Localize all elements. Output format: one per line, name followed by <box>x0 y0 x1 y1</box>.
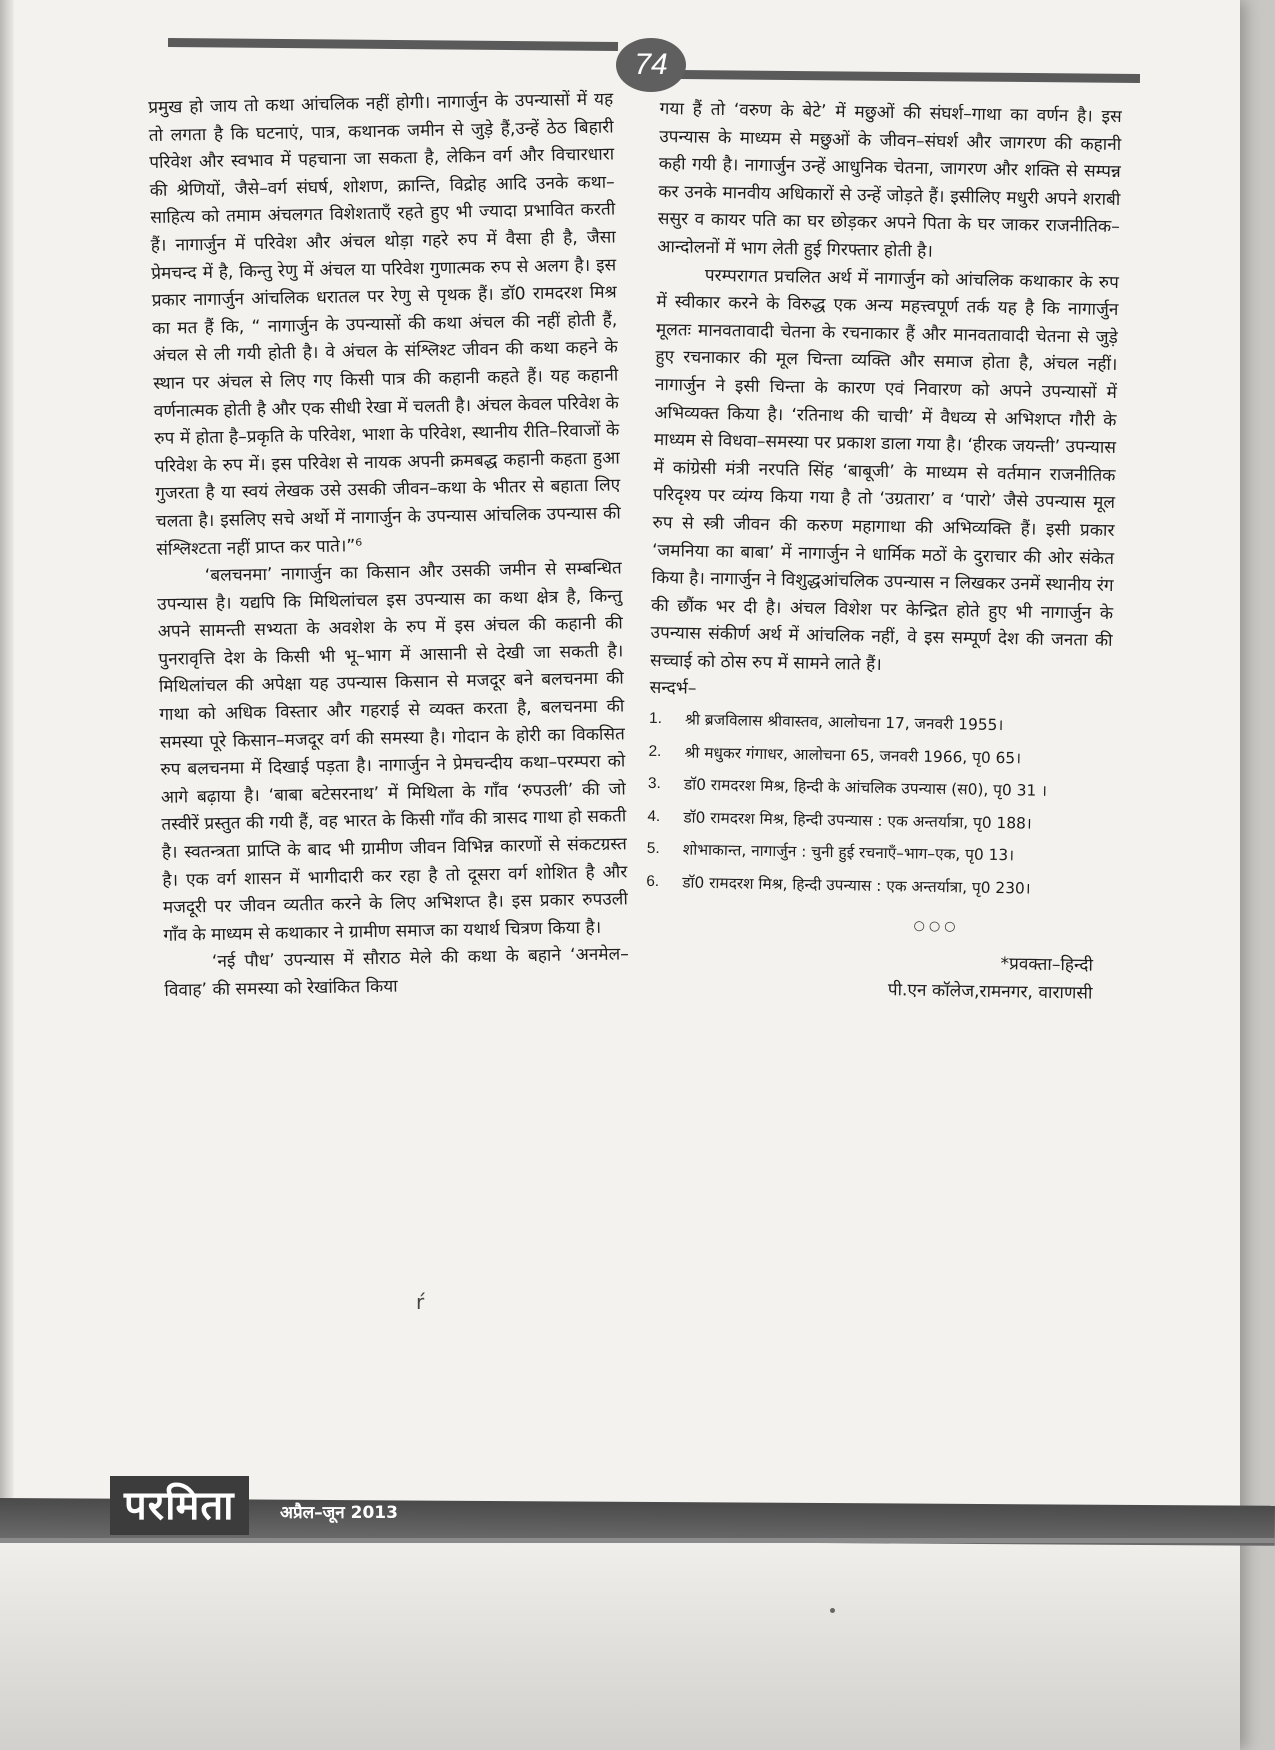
reference-text: डॉ0 रामदरश मिश्र, हिन्दी के आंचलिक उपन्यास (स0), पृ0 31 । <box>683 775 1048 800</box>
reference-text: श्री मधुकर गंगाधर, आलोचना 65, जनवरी 1966, पृ0 65। <box>684 743 1022 767</box>
paragraph: प्रमुख हो जाय तो कथा आंचलिक नहीं होगी। नागार्जुन के उपन्यासों में यह तो लगता है कि घटनाएं, पात्र, कथानक जमीन से जुड़े हैं,उन्हें ठेठ बिहारी परिवेश और स्वभाव में पहचाना जा सकता है, लेकिन वर्ग और विचारधारा की श्रेणियों, जैसे–वर्ग संघर्ष, शोशण, क्रान्ति, विद्रोह आदि उनके कथा–साहित्य को तमाम अंचलगत विशेशताएँ रहते हुए भी ज्यादा प्रभावित करती हैं। नागार्जुन में परिवेश और अंचल थोड़ा गहरे रुप में वैसा ही है, जैसा प्रेमचन्द में है, किन्तु रेणु में अंचल या परिवेश गुणात्मक रुप से अलग है। इस प्रकार नागार्जुन आंचलिक धरातल पर रेणु से पृथक हैं। डॉ0 रामदरश मिश्र का मत हैं कि, “ नागार्जुन के उपन्यासों की कथा अंचल की नहीं होती हैं, अंचल से ली गयी होती है। वे अंचल के संश्लिश्ट जीवन की कथा कहने के स्थान पर अंचल से लिए गए किसी पात्र की कहानी कहते हैं। यह कहानी वर्णनात्मक होती है और एक सीधी रेखा में चलती है। अंचल केवल परिवेश के रुप में होता है–प्रकृति के परिवेश, भाशा के परिवेश, स्थानीय रीति–रिवाजों के परिवेश के रुप में। इस परिवेश से नायक अपनी क्रमबद्ध कहानी कहता हुआ गुजरता है या स्वयं लेखक उसे उसकी जीवन–कथा के भीतर से बहाता लिए चलता है। इसलिए सचे अर्थो में नागार्जुन के उपन्यास आंचलिक उपन्यास की संश्लिश्टता नहीं प्राप्त कर पाते।”⁶ <box>148 89 621 560</box>
references-list <box>646 707 1111 902</box>
reference-item <box>647 804 1109 837</box>
reference-number: 1. <box>648 709 663 728</box>
page-edge-shadow <box>0 0 14 1750</box>
header-rule-left <box>168 38 618 51</box>
reference-text: श्री ब्रजविलास श्रीवास्तव, आलोचना 17, जनवरी 1955। <box>684 710 1004 735</box>
reference-number: 4. <box>647 807 661 825</box>
reference-text: डॉ0 रामदरश मिश्र, हिन्दी उपन्यास : एक अन्तर्यात्रा, पृ0 188। <box>683 808 1032 833</box>
reference-item <box>647 837 1109 870</box>
paragraph: ‘बलचनमा’ नागार्जुन का किसान और उसकी जमीन से सम्बन्धित उपन्यास है। यद्यपि कि मिथिलांचल इस उपन्यास का कथा क्षेत्र है, किन्तु अपने सामन्ती सभ्यता के अवशेश के रुप में इस अंचल की कहानी की पुनरावृत्ति देश के किसी भी भू–भाग में आसानी से देखी जा सकती है। मिथिलांचल की अपेक्षा यह उपन्यास किसान से मजदूर बने बलचनमा की गाथा को अधिक विस्तार और गहराई से व्यक्त करता है, बलचनमा की समस्या पूरे किसान–मजदूर वर्ग की समस्या है। गोदान के होरी का विकसित रुप बलचनमा में दिखाई पड़ता है। नागार्जुन ने प्रेमचन्दीय कथा–परम्परा को आगे बढ़ाया है। ‘बाबा बटेसरनाथ’ में मिथिला के गाँव ‘रुपउली’ की जो तस्वीरें प्रस्तुत की गयी हैं, वह भारत के किसी गाँव की त्रासद गाथा हो सकती है। स्वतन्त्रता प्राप्ति के बाद भी ग्रामीण जीवन विभिन्न कारणों से संकटग्रस्त है। एक वर्ग शासन में भागीदारी कर रहा है तो दूसरा वर्ग शोशित है और मजदूरी पर जीवन व्यतीत करने के लिए अभिशप्त है। इस प्रकार रुपउली गाँव के माध्यम से कथाकार ने ग्रामीण समाज का यथार्थ चित्रण किया है। <box>157 558 629 946</box>
page-number: 74 <box>616 38 686 92</box>
header-rule-right <box>680 70 1140 83</box>
reference-item <box>646 869 1108 902</box>
scan-dot <box>830 1608 835 1613</box>
left-column <box>148 86 630 1005</box>
paragraph: ‘नई पौध’ उपन्यास में सौराठ मेले की कथा के बहाने ‘अनमेल–विवाह’ की समस्या को रेखांकित किया <box>164 944 630 1001</box>
reference-number: 2. <box>648 742 662 760</box>
reference-item <box>649 707 1111 740</box>
scan-mark: ŕ <box>416 1290 425 1314</box>
author-designation: *प्रवक्ता–हिन्दी <box>1000 953 1094 976</box>
paragraph: परम्परागत प्रचलित अर्थ में नागार्जुन को आंचलिक कथाकार के रुप में स्वीकार करने के विरुद्ध एक अन्य महत्त्वपूर्ण तर्क यह है कि नागार्जुन मूलतः मानवतावादी चेतना के रचनाकार हैं और मानवतावादी चेतना से जुड़े हुए रचनाकार की मूल चिन्ता व्यक्ति और समाज होता है, अंचल नहीं। नागार्जुन ने इसी चिन्ता के कारण एवं निवारण को अपने उपन्यासों में अभिव्यक्त किया है। ‘रतिनाथ की चाची’ में वैधव्य से अभिशप्त गौरी के माध्यम से विधवा–समस्या पर प्रकाश डाला गया है। ‘हीरक जयन्ती’ उपन्यास में कांग्रेसी मंत्री नरपति सिंह ‘बाबूजी’ के माध्यम से वर्तमान राजनीतिक परिदृश्य पर व्यंग्य किया गया है तो ‘उग्रतारा’ व ‘पारो’ जैसे उपन्यास मूल रुप से स्त्री जीवन की करुण महागाथा की अभिव्यक्ति हैं। इसी प्रकार ‘जमनिया का बाबा’ में नागार्जुन ने धार्मिक मठों के दुराचार की ओर संकेत किया है। नागार्जुन ने विशुद्धआंचलिक उपन्यास न लिखकर उनमें स्थानीय रंग की छौंक भर दी है। अंचल विशेश पर केन्द्रित होते हुए भी नागार्जुन के उपन्यास संकीर्ण अर्थ में आंचलिक नहीं, वे इस सम्पूर्ण देश की जनता की सच्चाई को ठोस रुप में सामने लाते हैं। <box>649 265 1119 675</box>
reference-number: 6. <box>646 872 660 890</box>
magazine-issue: अप्रैल–जून 2013 <box>280 1503 398 1523</box>
reference-item <box>648 772 1110 805</box>
section-separator: ○○○ <box>913 918 960 935</box>
magazine-title: परमिता <box>110 1476 249 1535</box>
reference-text: डॉ0 रामदरश मिश्र, हिन्दी उपन्यास : एक अन्तर्यात्रा, पृ0 230। <box>682 873 1031 898</box>
reference-number: 5. <box>646 839 660 858</box>
paragraph: गया हैं तो ‘वरुण के बेटे’ में मछुओं की संघर्श–गाथा का वर्णन है। इस उपन्यास के माध्यम से मछुओं के जीवन–संघर्श और जागरण की कहानी कही गयी है। नागार्जुन उन्हें आधुनिक चेतना, जागरण और शक्ति से सम्पन्न कर उनके मानवीय अधिकारों से उन्हें जोड़ते हैं। इसीलिए मधुरी अपने शराबी ससुर व कायर पति का घर छोड़कर अपने पिता के घर जाकर राजनीतिक–आन्दोलनों में भाग लेती हुई गिरफ्तार होती है। <box>657 98 1122 262</box>
references-heading: सन्दर्भ– <box>649 678 697 700</box>
reference-text: शोभाकान्त, नागार्जुन : चुनी हुई रचनाएँ–भाग–एक, पृ0 13। <box>682 840 1015 865</box>
right-column <box>644 96 1122 1008</box>
reference-item <box>648 739 1110 772</box>
author-institution: पी.एन कॉलेज,रामनगर, वाराणसी <box>887 979 1093 1004</box>
reference-number: 3. <box>647 774 661 793</box>
page-bottom-shade <box>0 1520 1240 1750</box>
footer-rule <box>0 1538 1275 1543</box>
